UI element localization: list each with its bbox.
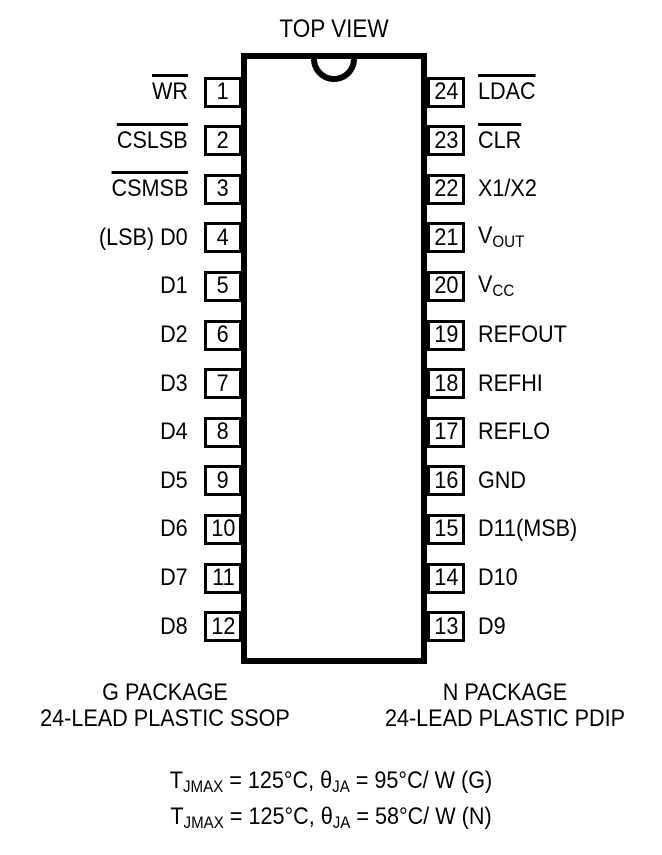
pin-5-number: 5: [216, 272, 230, 300]
pin-7-number: 7: [216, 369, 230, 397]
pin-5-box: [204, 271, 242, 302]
pin-2-label: [117, 126, 188, 154]
pin-24-label: [478, 80, 536, 104]
pin-19-label: REFOUT: [478, 321, 567, 348]
thermal-subscript: JA: [332, 777, 350, 797]
pin-6-label: D2: [160, 321, 188, 348]
pin-1-label: [152, 80, 188, 104]
package-info-g: [30, 680, 300, 732]
pin-6-box: [204, 320, 242, 351]
pin-19-box: [427, 320, 465, 351]
pin-15-box: [427, 514, 465, 545]
pin-10-label: D6: [160, 515, 188, 543]
pin-24-label-row: [478, 77, 662, 108]
pin-14-label: D10: [478, 564, 518, 591]
pin-9-box: [204, 465, 242, 496]
pin-2-label-row: [0, 125, 188, 156]
pin-17-label: REFLO: [478, 418, 551, 446]
active-low-overline: CLR: [478, 126, 522, 154]
pin-5-label: D1: [160, 272, 188, 300]
pin-20-label: $V_{CC}$: [478, 270, 515, 301]
pin-13-number: 13: [433, 612, 459, 640]
pin-18-number: 18: [433, 369, 459, 397]
thermal-subscript: JA: [332, 813, 351, 833]
pin-label-subscript: OUT: [492, 232, 525, 252]
pin-9-label-row: [0, 465, 188, 496]
thermal-text: = 125°C, θ: [223, 803, 333, 831]
pin-16-label: GND: [478, 466, 527, 494]
pin-13-label-row: [478, 611, 662, 642]
thermal-text: T: [169, 767, 183, 794]
pin-20-label-row: [478, 271, 662, 302]
pin-7-label-row: [0, 368, 188, 399]
pin-4-number: 4: [216, 223, 230, 251]
thermal-subscript: JMAX: [183, 813, 224, 833]
pin-11-box: [204, 563, 242, 594]
top-view-label: TOP VIEW: [279, 15, 389, 43]
thermal-specs: [33, 766, 629, 838]
pin-13-label: D9: [478, 612, 506, 640]
pin-3-label: [111, 177, 188, 201]
thermal-text: = 95°C/ W (G): [349, 767, 493, 794]
pin-6-label-row: [0, 320, 188, 351]
pin-14-label-row: [478, 563, 662, 594]
pin-23-box: [427, 125, 465, 156]
pin-8-number: 8: [216, 418, 230, 446]
pin-19-number: 19: [433, 321, 459, 348]
thermal-subscript: JMAX: [182, 777, 224, 797]
thermal-text: T: [170, 803, 184, 831]
pin-11-number: 11: [211, 564, 235, 591]
pin-1-label-row: [0, 77, 188, 108]
pin-2-box: [204, 125, 242, 156]
pin-20-box: [427, 271, 465, 302]
pin-22-label: X1/X2: [478, 175, 537, 203]
pin-14-box: [427, 563, 465, 594]
pin-21-label-row: [478, 222, 662, 253]
active-low-overline: LDAC: [478, 78, 536, 105]
pin-18-box: [427, 368, 465, 399]
pin-11-label: D7: [160, 564, 188, 591]
pin-24-number: 24: [433, 78, 459, 105]
pin-10-box: [204, 514, 242, 545]
pin-16-number: 16: [433, 466, 459, 494]
package-g-name: G PACKAGE: [102, 679, 228, 706]
pin-9-label: D5: [160, 466, 188, 494]
thermal-text: = 58°C/ W (N): [350, 803, 492, 831]
pin-6-number: 6: [216, 321, 230, 348]
pin-14-number: 14: [433, 564, 459, 591]
package-g-type: 24-LEAD PLASTIC SSOP: [40, 705, 290, 732]
pin-8-box: [204, 417, 242, 448]
package-info-n: [370, 680, 640, 732]
pin-3-box: [204, 174, 242, 205]
pin-16-label-row: [478, 465, 662, 496]
pin-17-number: 17: [433, 418, 459, 446]
pin-4-label: (LSB) D0: [99, 223, 188, 251]
pin-13-box: [427, 611, 465, 642]
pin-15-number: 15: [433, 515, 459, 543]
pin-12-label: D8: [160, 612, 188, 640]
pin-22-number: 22: [433, 175, 459, 203]
pin-3-label-row: [0, 174, 188, 205]
thermal-spec-line-1: [33, 766, 629, 802]
pin-1-number: 1: [216, 78, 230, 105]
pin-7-label: D3: [160, 369, 188, 397]
pin-12-box: [204, 611, 242, 642]
package-n-name: N PACKAGE: [442, 679, 568, 706]
active-low-overline: CSLSB: [117, 126, 188, 154]
pin-21-box: [427, 222, 465, 253]
active-low-overline: WR: [152, 78, 188, 105]
pin-19-label-row: [478, 320, 662, 351]
pin-22-box: [427, 174, 465, 205]
thermal-text: = 125°C, θ: [223, 767, 333, 794]
pin-17-label-row: [478, 417, 662, 448]
pin-8-label-row: [0, 417, 188, 448]
pin-20-number: 20: [433, 272, 459, 300]
pin-23-label-row: [478, 125, 662, 156]
pin-10-label-row: [0, 514, 188, 545]
pin-4-label-row: [0, 222, 188, 253]
package-n-type: 24-LEAD PLASTIC PDIP: [384, 705, 626, 732]
thermal-spec-line-2: [33, 802, 629, 838]
pin-7-box: [204, 368, 242, 399]
pin-15-label-row: [478, 514, 662, 545]
pin-3-number: 3: [216, 175, 230, 203]
active-low-overline: CSMSB: [111, 175, 188, 203]
pin-12-label-row: [0, 611, 188, 642]
pin-16-box: [427, 465, 465, 496]
pin-18-label: REFHI: [478, 369, 543, 397]
pin-4-box: [204, 222, 242, 253]
pin-22-label-row: [478, 174, 662, 205]
pin-21-number: 21: [433, 223, 459, 251]
pin-17-box: [427, 417, 465, 448]
pin-5-label-row: [0, 271, 188, 302]
pin-9-number: 9: [216, 466, 230, 494]
pin-15-label: D11(MSB): [478, 515, 578, 543]
pin-2-number: 2: [216, 126, 230, 154]
pin-label-subscript: CC: [492, 281, 515, 301]
pin-10-number: 10: [210, 515, 236, 543]
pin-12-number: 12: [210, 612, 236, 640]
pin-11-label-row: [0, 563, 188, 594]
pin-23-number: 23: [433, 126, 459, 154]
chip-body: [241, 53, 427, 664]
pin-23-label: [478, 126, 522, 154]
pin-18-label-row: [478, 368, 662, 399]
pin-8-label: D4: [160, 418, 188, 446]
pin-21-label: $V_{OUT}$: [478, 222, 525, 252]
pin-24-box: [427, 77, 465, 108]
pin-1-box: [204, 77, 242, 108]
